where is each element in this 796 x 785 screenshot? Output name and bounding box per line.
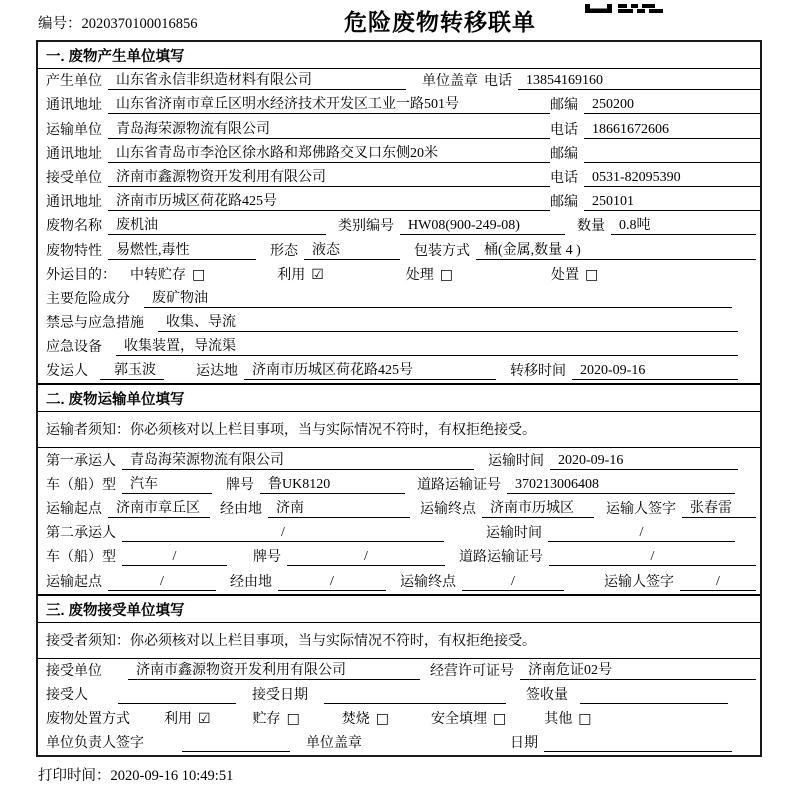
receiver-zip-value: 250101	[584, 193, 760, 211]
second-carrier-signature-value: /	[680, 573, 756, 591]
vehicle-row	[38, 473, 760, 497]
transporter-address-value: 山东省青岛市李沧区徐水路和郑佛路交叉口东侧20米	[108, 145, 550, 163]
route-via-label: 经由地	[220, 502, 262, 517]
first-carrier-value: 青岛海荣源物流有限公司	[122, 452, 474, 470]
option-store	[253, 711, 300, 728]
license-label: 经营许可证号	[430, 663, 514, 679]
serial-label: 编号：	[38, 16, 82, 32]
receiver-address-row	[38, 190, 760, 214]
transporter-notice: 运输者须知：你必须核对以上栏目事项，当与实际情况不符时，有权拒绝接受。	[38, 412, 760, 448]
option-treat	[406, 267, 453, 284]
qr-code-fragment-icon	[585, 0, 663, 9]
receiver-row	[38, 166, 760, 190]
transfer-time-value: 2020-09-16	[572, 362, 738, 380]
second-route-via-value: /	[278, 573, 386, 591]
second-road-permit-value: /	[549, 548, 756, 566]
first-carrier-label: 第一承运人	[46, 453, 116, 469]
checkbox-store-icon: □	[286, 711, 300, 728]
first-carrier-row	[38, 448, 760, 472]
emergency-equipment-value: 收集装置，导流渠	[116, 338, 738, 356]
checkbox-utilize-icon: ☑	[198, 711, 211, 728]
acceptor-label: 接受人	[46, 687, 88, 703]
checkbox-label: 处理	[405, 267, 434, 283]
plate-label: 牌号	[253, 550, 281, 566]
second-vehicle-row	[38, 545, 760, 569]
address-label: 通讯地址	[46, 98, 102, 114]
emergency-equipment-label: 应急设备	[46, 340, 102, 356]
quantity-value: 0.8吨	[611, 217, 756, 235]
print-time-value: 2020-09-16 10:49:51	[110, 768, 234, 785]
checkbox-label: 利用	[277, 267, 306, 283]
dispatcher-row	[38, 359, 760, 383]
responsible-signature-value	[182, 735, 290, 752]
packaging-value: 桶(金属,数量 4 )	[476, 242, 756, 260]
second-vehicle-type-value: /	[122, 548, 227, 566]
checkbox-label: 安全填埋	[431, 712, 488, 728]
route-via-value: 济南	[268, 500, 410, 518]
route-start-label: 运输起点	[46, 502, 102, 517]
destination-value: 济南市历城区荷花路425号	[244, 362, 496, 380]
accept-date-value	[324, 687, 506, 704]
packaging-label: 包装方式	[414, 243, 470, 259]
page-title: 危险废物转移联单	[344, 10, 536, 35]
carrier-signature-label: 运输人签字	[604, 574, 674, 590]
second-plate-value: /	[287, 548, 445, 566]
address-label: 通讯地址	[46, 146, 102, 162]
plate-label: 牌号	[226, 477, 254, 493]
acceptor-value	[118, 687, 236, 704]
checkbox-landfill-icon: □	[493, 711, 507, 728]
section2-title: 二. 废物运输单位填写	[38, 383, 760, 412]
print-time	[38, 764, 796, 785]
option-incinerate	[342, 711, 389, 728]
emergency-equipment-row	[38, 335, 760, 359]
vehicle-type-label: 车（船）型	[46, 550, 116, 566]
second-route-row	[38, 569, 760, 593]
category-code-label: 类别编号	[338, 219, 394, 235]
zip-label: 邮编	[550, 98, 578, 114]
producer-address-value: 山东省济南市章丘区明水经济技术开发区工业一路501号	[108, 96, 550, 114]
carrier-signature-label: 运输人签字	[606, 502, 676, 517]
second-carrier-label: 第二承运人	[46, 526, 116, 542]
document-header	[0, 0, 796, 40]
manifest-form	[36, 40, 762, 757]
road-permit-label: 道路运输证号	[459, 550, 543, 566]
transport-time-label: 运输时间	[488, 453, 544, 469]
checkbox-label: 焚烧	[341, 712, 370, 728]
carrier-signature-value: 张春雷	[682, 500, 756, 518]
hazard-component-label: 主要危险成分	[46, 291, 130, 307]
road-permit-label: 道路运输证号	[417, 477, 501, 493]
transfer-purpose-row	[38, 263, 760, 287]
vehicle-type-label: 车（船）型	[46, 477, 116, 493]
checkbox-label: 中转贮存	[130, 267, 186, 283]
option-dispose	[551, 267, 598, 284]
waste-name-value: 废机油	[108, 217, 326, 235]
checkbox-incinerate-icon: □	[375, 711, 390, 728]
phone-label: 电话	[550, 122, 578, 138]
receiver-address-value: 济南市历城区荷花路425号	[108, 193, 550, 211]
transporter-address-row	[38, 142, 760, 166]
route-end-label: 运输终点	[420, 502, 476, 517]
hazard-component-row	[38, 287, 760, 311]
emergency-measures-value: 收集、导流	[158, 314, 738, 332]
transporter-label: 运输单位	[46, 122, 102, 138]
route-start-value: 济南市章丘区	[108, 500, 210, 518]
accept-date-label: 接受日期	[252, 687, 308, 703]
license-value: 济南危证02号	[520, 662, 756, 680]
destination-label: 运达地	[196, 364, 238, 380]
responsible-signature-label: 单位负责人签字	[46, 736, 144, 752]
waste-traits-row	[38, 238, 760, 262]
unit-seal-label: 单位盖章	[306, 736, 362, 752]
transport-time-label: 运输时间	[486, 526, 542, 542]
transport-time-value: 2020-09-16	[550, 452, 738, 470]
vehicle-type-value: 汽车	[122, 476, 212, 494]
second-route-start-value: /	[108, 573, 216, 591]
receiver-label: 接受单位	[46, 170, 102, 186]
zip-label: 邮编	[550, 146, 578, 162]
waste-name-label: 废物名称	[46, 219, 102, 235]
unit-seal-label: 单位盖章	[422, 74, 478, 90]
hazard-component-value: 废矿物油	[144, 290, 732, 308]
waste-name-row	[38, 214, 760, 238]
date-value	[544, 735, 732, 752]
producer-address-row	[38, 93, 760, 117]
phone-label: 电话	[550, 170, 578, 186]
second-carrier-value: /	[122, 524, 444, 542]
quantity-label: 数量	[577, 219, 605, 235]
producer-phone-value: 13854169160	[518, 72, 760, 90]
producer-label: 产生单位	[46, 74, 102, 90]
category-code-value: HW08(900-249-08)	[400, 217, 565, 235]
address-label: 通讯地址	[46, 195, 102, 211]
disposal-method-label: 废物处置方式	[46, 712, 130, 728]
option-landfill	[431, 711, 506, 728]
dispatcher-label: 发运人	[46, 364, 88, 380]
section3-title: 三. 废物接受单位填写	[38, 594, 760, 623]
waste-traits-label: 废物特性	[46, 243, 102, 259]
transfer-purpose-label: 外运目的：	[46, 267, 116, 283]
serial-value: 2020370100016856	[81, 16, 198, 32]
plate-value: 鲁UK8120	[260, 476, 405, 494]
route-start-label: 运输起点	[46, 574, 102, 590]
transporter-phone-value: 18661672606	[584, 121, 760, 139]
form-state-value: 液态	[304, 242, 400, 260]
receiver-notice: 接受者须知：你必须核对以上栏目事项，当与实际情况不符时，有权拒绝接受。	[38, 623, 760, 659]
checkbox-label: 处置	[551, 267, 580, 283]
received-quantity-value	[580, 687, 728, 704]
print-time-label: 打印时间：	[38, 768, 111, 785]
route-row	[38, 497, 760, 521]
receiver-phone-value: 0531-82095390	[584, 169, 760, 187]
road-permit-value: 370213006408	[507, 476, 735, 494]
checkbox-utilize-icon: ☑	[311, 266, 324, 283]
second-route-end-value: /	[462, 573, 564, 591]
zip-label: 邮编	[550, 195, 578, 211]
transporter-zip-value	[584, 146, 760, 163]
producer-row	[38, 69, 760, 93]
checkbox-treat-icon: □	[439, 266, 454, 283]
checkbox-label: 利用	[164, 712, 192, 728]
transporter-value: 青岛海荣源物流有限公司	[108, 121, 550, 139]
disposal-method-row	[38, 707, 760, 731]
producer-zip-value: 250200	[584, 96, 760, 114]
checkbox-label: 其他	[544, 712, 573, 728]
section1-title: 一. 废物产生单位填写	[38, 42, 760, 69]
option-utilize	[277, 267, 324, 284]
accepting-unit-value: 济南市鑫源物资开发利用有限公司	[128, 662, 420, 680]
checkbox-dispose-icon: □	[585, 266, 599, 283]
transporter-row	[38, 117, 760, 141]
received-quantity-label: 签收量	[526, 687, 568, 703]
accepting-unit-label: 接受单位	[46, 663, 102, 679]
checkbox-other-icon: □	[578, 711, 592, 728]
route-end-label: 运输终点	[400, 574, 456, 590]
second-transport-time-value: /	[548, 524, 735, 542]
option-utilize	[164, 711, 211, 728]
emergency-measures-row	[38, 311, 760, 335]
emergency-measures-label: 禁忌与应急措施	[46, 316, 144, 332]
receiver-value: 济南市鑫源物资开发利用有限公司	[108, 169, 550, 187]
responsible-signature-row	[38, 731, 760, 755]
form-state-label: 形态	[270, 243, 298, 259]
second-carrier-row	[38, 521, 760, 545]
acceptor-row	[38, 683, 760, 707]
route-via-label: 经由地	[230, 574, 272, 590]
producer-value: 山东省永信非织造材料有限公司	[108, 72, 406, 90]
checkbox-transfer-storage-icon: □	[192, 266, 206, 283]
date-label: 日期	[510, 736, 538, 752]
option-transfer-storage	[130, 267, 205, 284]
route-end-value: 济南市历城区	[482, 500, 594, 518]
transfer-time-label: 转移时间	[510, 364, 566, 380]
checkbox-label: 贮存	[252, 712, 281, 728]
option-other	[544, 711, 591, 728]
accepting-unit-row	[38, 659, 760, 683]
phone-label: 电话	[484, 74, 512, 90]
dispatcher-value: 郭玉波	[100, 362, 164, 380]
waste-traits-value: 易燃性,毒性	[108, 242, 256, 260]
